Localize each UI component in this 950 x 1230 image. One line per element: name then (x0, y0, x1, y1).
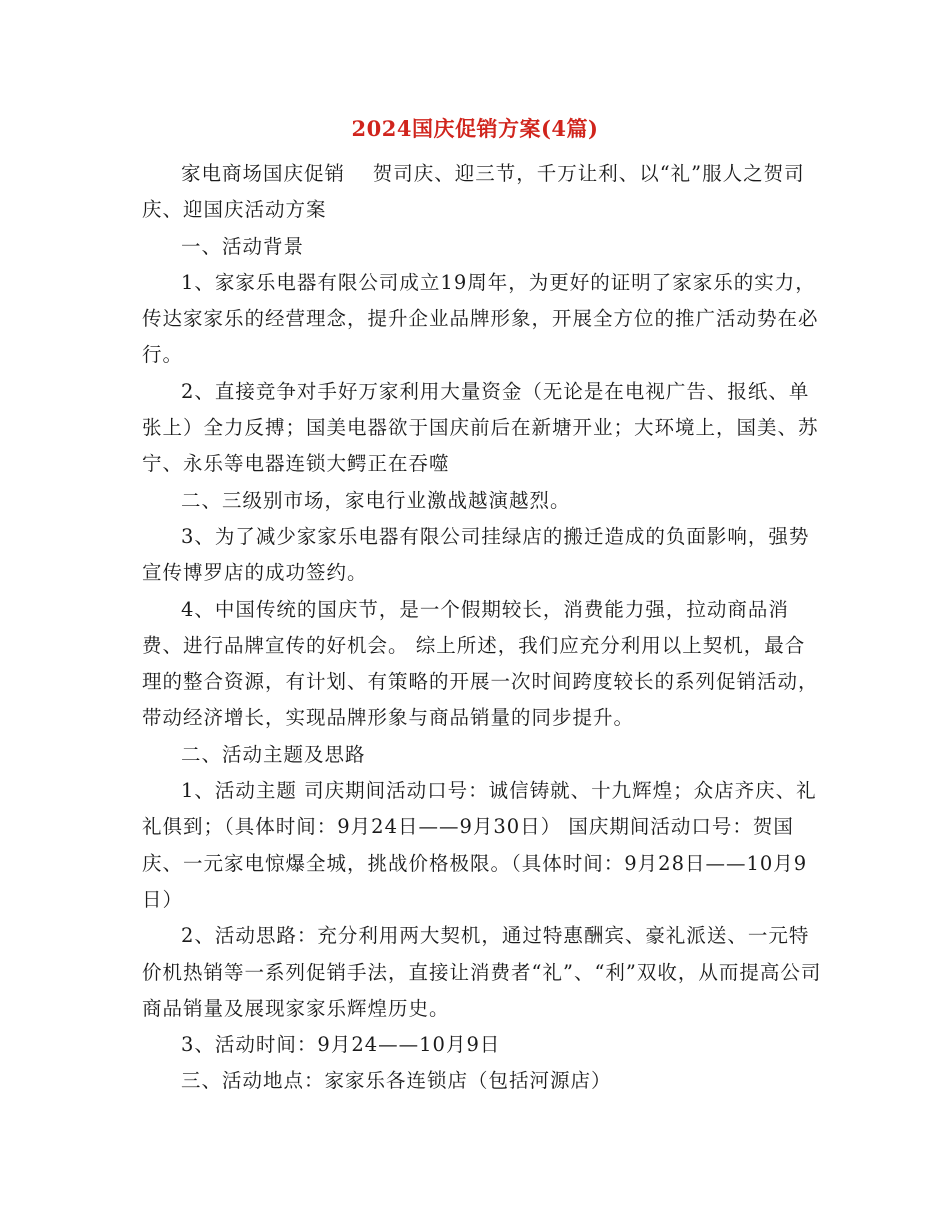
paragraph: 家电商场国庆促销 贺司庆、迎三节，千万让利、以“礼”服人之贺司庆、迎国庆活动方案 (142, 162, 805, 222)
paragraph: 二、三级别市场，家电行业激战越演越烈。 (181, 488, 571, 512)
paragraph: 2、活动思路：充分利用两大契机，通过特惠酬宾、豪礼派送、一元特价机热销等一系列促销手法，直接让消费者“礼”、“利”双收，从而提高公司商品销量及展现家家乐辉煌历史。 (142, 924, 822, 1020)
paragraph: 1、家家乐电器有限公司成立19周年，为更好的证明了家家乐的实力，传达家家乐的经营理念，提升企业品牌形象，开展全方位的推广活动势在必行。 (142, 270, 819, 367)
paragraph: 4、中国传统的国庆节，是一个假期较长，消费能力强，拉动商品消费、进行品牌宣传的好机会。 综上所述，我们应充分利用以上契机，最合理的整合资源，有计划、有策略的开展一次时间跨度较长的系列促销活动，带动经济增长，实现品牌形象与商品销量的同步提升。 (142, 597, 819, 730)
section-heading: 三、活动地点：家家乐各连锁店（包括河源店） (181, 1069, 612, 1093)
document-body (142, 156, 822, 1100)
section-heading: 一、活动背景 (181, 234, 305, 258)
paragraph: 3、活动时间：9月24——10月9日 (181, 1033, 501, 1057)
section-heading: 二、活动主题及思路 (181, 742, 366, 766)
paragraph: 2、直接竞争对手好万家利用大量资金（无论是在电视广告、报纸、单张上）全力反搏；国美电器欲于国庆前后在新塘开业；大环境上，国美、苏宁、永乐等电器连锁大鳄正在吞噬 (142, 379, 819, 476)
document-title: 2024国庆促销方案(4篇) (351, 116, 599, 141)
paragraph: 3、为了减少家家乐电器有限公司挂绿店的搬迁造成的负面影响，强势宣传博罗店的成功签约。 (142, 524, 810, 585)
paragraph: 1、活动主题 司庆期间活动口号：诚信铸就、十九辉煌；众店齐庆、礼礼俱到；（具体时间：9月24日——9月30日） 国庆期间活动口号：贺国庆、一元家电惊爆全城，挑战价格极限。（具体时间：9月28日——10月9日） (142, 779, 817, 911)
